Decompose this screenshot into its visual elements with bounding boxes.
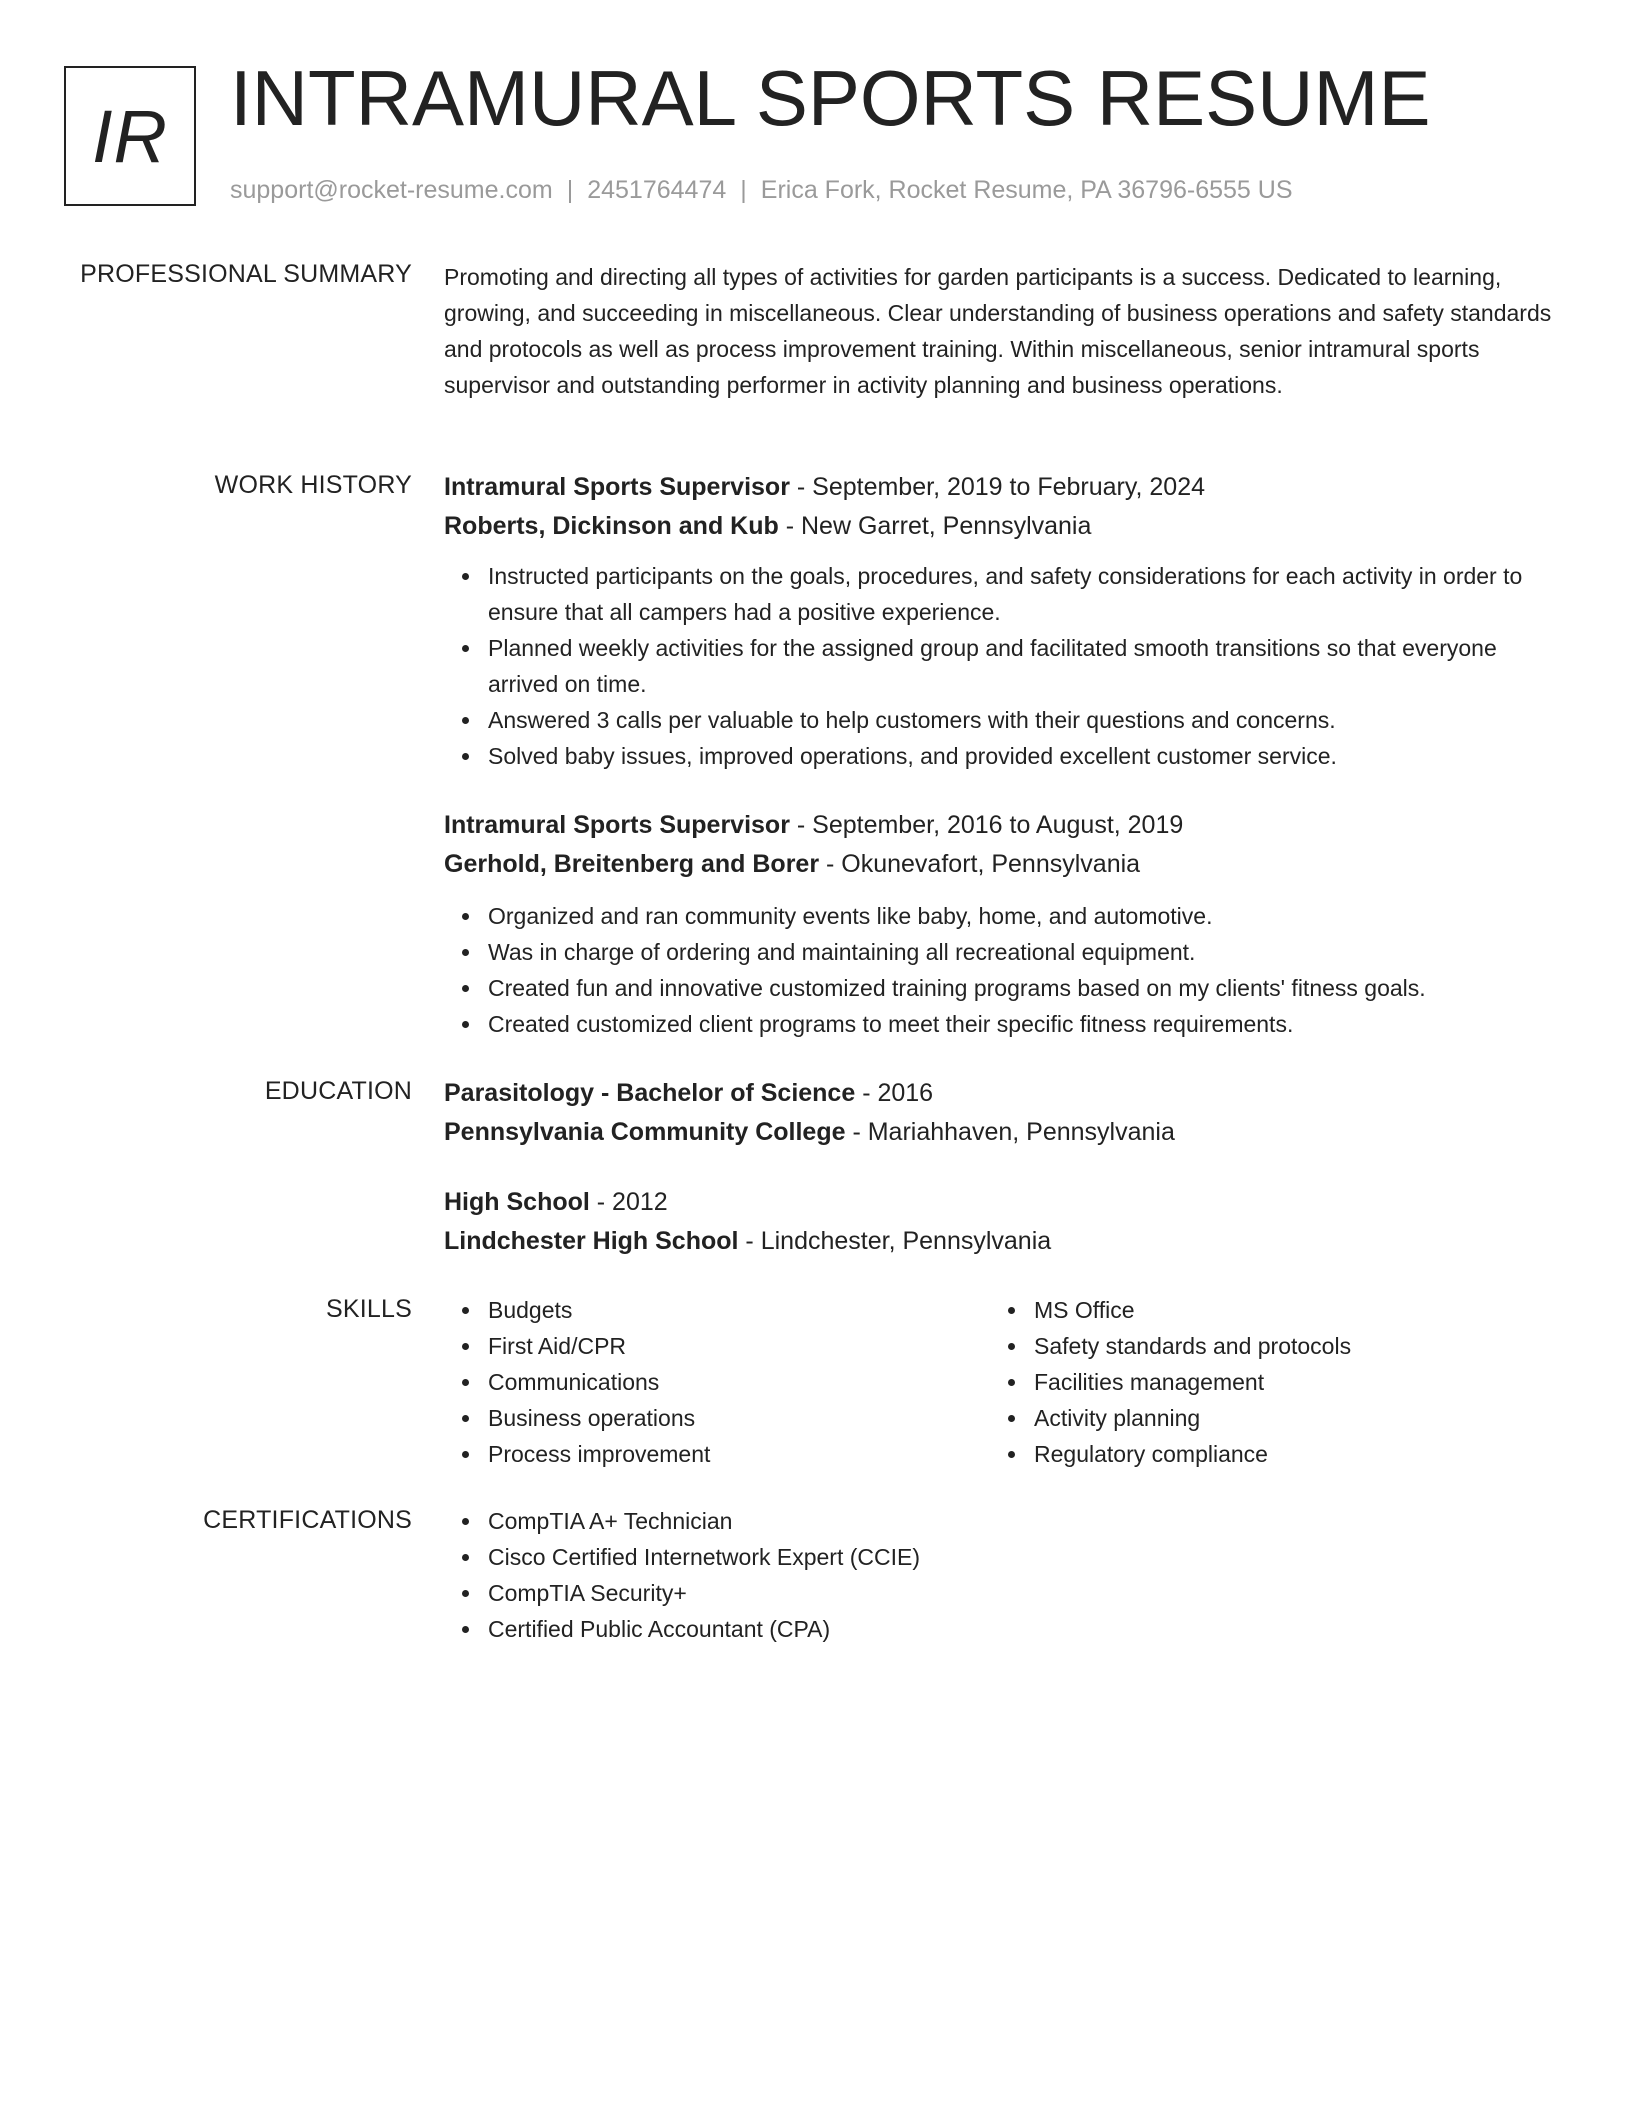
job-entry (444, 806, 1564, 1042)
job-bullet: Organized and ran community events like baby, home, and automotive. (488, 898, 1564, 934)
job-company-line (444, 507, 1564, 546)
work-heading: WORK HISTORY (214, 471, 412, 499)
job-company-line (444, 845, 1564, 884)
job-bullets (444, 898, 1564, 1042)
education-entry (444, 1183, 1564, 1261)
resume-title: INTRAMURAL SPORTS RESUME (230, 54, 1431, 142)
skill-item: Budgets (488, 1292, 990, 1328)
monogram-initials: IR (92, 95, 168, 178)
skills-body (444, 1292, 1564, 1472)
job-bullet: Instructed participants on the goals, procedures, and safety considerations for each activity in order to ensure that all campers had a positive experience. (488, 558, 1564, 630)
certifications-body (444, 1503, 1564, 1647)
job-location: - New Garret, Pennsylvania (778, 512, 1092, 540)
skills-column-right (990, 1292, 1536, 1472)
monogram-box (64, 66, 196, 206)
skills-list-left (444, 1292, 990, 1472)
education-degree-line (444, 1074, 1564, 1113)
job-bullet: Created fun and innovative customized training programs based on my clients' fitness goals. (488, 970, 1564, 1006)
contact-line (230, 175, 1293, 205)
job-location: - Okunevafort, Pennsylvania (819, 850, 1141, 878)
job-dates: - September, 2016 to August, 2019 (789, 811, 1184, 839)
education-degree-line (444, 1183, 1564, 1222)
contact-separator: | (740, 176, 747, 204)
education-year: - 2016 (855, 1079, 934, 1107)
job-bullets (444, 558, 1564, 774)
skill-item: Safety standards and protocols (1034, 1328, 1536, 1364)
skill-item: MS Office (1034, 1292, 1536, 1328)
summary-text: Promoting and directing all types of activities for garden participants is a success. Dedicated to learning, growing, and succeeding in miscellaneous. Clear understanding of business operations and safety standards and protocols as well as process improvement training. Within miscellaneous, senior intramural sports supervisor and outstanding performer in activity planning and business operations. (444, 264, 1552, 398)
job-entry (444, 468, 1564, 774)
certifications-list (444, 1503, 1564, 1647)
job-bullet: Solved baby issues, improved operations, and provided excellent customer service. (488, 738, 1564, 774)
education-school-line (444, 1113, 1564, 1152)
contact-email: support@rocket-resume.com (230, 176, 553, 204)
certification-item: CompTIA Security+ (488, 1575, 1564, 1611)
education-heading: EDUCATION (264, 1077, 412, 1105)
education-entry (444, 1074, 1564, 1152)
skills-columns (444, 1292, 1564, 1472)
certification-item: Certified Public Accountant (CPA) (488, 1611, 1564, 1647)
skill-item: Facilities management (1034, 1364, 1536, 1400)
education-location: - Lindchester, Pennsylvania (738, 1227, 1052, 1255)
education-body (444, 1074, 1564, 1261)
job-bullet: Answered 3 calls per valuable to help customers with their questions and concerns. (488, 702, 1564, 738)
certifications-heading: CERTIFICATIONS (203, 1506, 412, 1534)
job-bullet: Was in charge of ordering and maintaining all recreational equipment. (488, 934, 1564, 970)
contact-separator: | (566, 176, 574, 204)
contact-phone: 2451764474 (587, 176, 727, 204)
skill-item: Process improvement (488, 1436, 990, 1472)
skill-item: Communications (488, 1364, 990, 1400)
job-title: Intramural Sports Supervisor (444, 811, 790, 839)
skill-item: Business operations (488, 1400, 990, 1436)
certification-item: Cisco Certified Internetwork Expert (CCIE) (488, 1539, 1564, 1575)
summary-body (444, 259, 1564, 403)
job-bullet: Planned weekly activities for the assigned group and facilitated smooth transitions so that everyone arrived on time. (488, 630, 1564, 702)
skill-item: Regulatory compliance (1034, 1436, 1536, 1472)
job-company: Gerhold, Breitenberg and Borer (444, 850, 820, 878)
skill-item: First Aid/CPR (488, 1328, 990, 1364)
job-title-line (444, 806, 1564, 845)
skills-column-left (444, 1292, 990, 1472)
work-body (444, 468, 1564, 1042)
education-year: - 2012 (589, 1188, 668, 1216)
education-school: Lindchester High School (444, 1227, 739, 1255)
education-location: - Mariahhaven, Pennsylvania (845, 1118, 1175, 1146)
job-dates: - September, 2019 to February, 2024 (789, 473, 1206, 501)
job-title-line (444, 468, 1564, 507)
education-degree: High School (444, 1188, 590, 1216)
education-degree: Parasitology - Bachelor of Science (444, 1079, 856, 1107)
skills-list-right (990, 1292, 1536, 1472)
job-company: Roberts, Dickinson and Kub (444, 512, 779, 540)
skill-item: Activity planning (1034, 1400, 1536, 1436)
education-school: Pennsylvania Community College (444, 1118, 846, 1146)
summary-heading: PROFESSIONAL SUMMARY (80, 260, 412, 288)
contact-address: Erica Fork, Rocket Resume, PA 36796-6555 US (760, 176, 1293, 204)
skills-heading: SKILLS (326, 1295, 412, 1323)
certification-item: CompTIA A+ Technician (488, 1503, 1564, 1539)
job-bullet: Created customized client programs to meet their specific fitness requirements. (488, 1006, 1564, 1042)
job-title: Intramural Sports Supervisor (444, 473, 790, 501)
education-school-line (444, 1222, 1564, 1261)
